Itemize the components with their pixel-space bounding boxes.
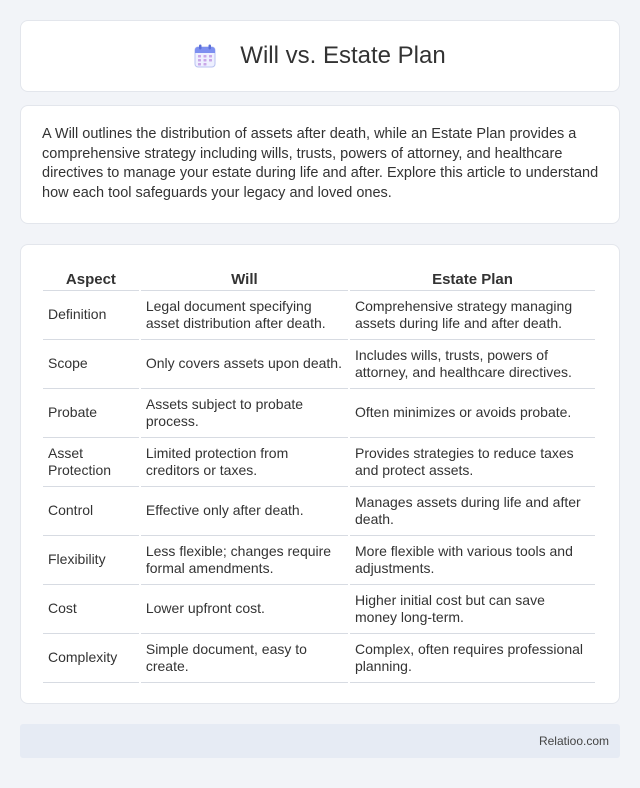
title-card [20,20,620,92]
will-cell: Assets subject to probate process. [141,389,348,438]
table-row [43,389,595,438]
aspect-cell: Definition [43,291,139,340]
calendar-icon [194,44,216,68]
table-row [43,585,595,634]
aspect-cell: Flexibility [43,536,139,585]
estate-plan-cell: Provides strategies to reduce taxes and protect assets. [350,438,595,487]
aspect-cell: Asset Protection [43,438,139,487]
header-aspect: Aspect [43,265,139,291]
table-row [43,291,595,340]
will-cell: Lower upfront cost. [141,585,348,634]
aspect-cell: Control [43,487,139,536]
aspect-cell: Probate [43,389,139,438]
table-row [43,634,595,683]
will-cell: Limited protection from creditors or taxes. [141,438,348,487]
will-cell: Simple document, easy to create. [141,634,348,683]
table-row [43,487,595,536]
table-row [43,438,595,487]
aspect-cell: Cost [43,585,139,634]
footer-brand: Relatioo.com [538,734,609,748]
table-row [43,536,595,585]
will-cell: Only covers assets upon death. [141,340,348,389]
intro-card [20,105,620,224]
estate-plan-cell: Complex, often requires professional planning. [350,634,595,683]
will-cell: Less flexible; changes require formal amendments. [141,536,348,585]
aspect-cell: Scope [43,340,139,389]
will-cell: Legal document specifying asset distribution after death. [141,291,348,340]
estate-plan-cell: Higher initial cost but can save money long-term. [350,585,595,634]
page-title: Will vs. Estate Plan [240,42,446,69]
footer [20,724,620,758]
header-estate-plan: Estate Plan [350,265,595,291]
table-row [43,340,595,389]
comparison-card [20,244,620,704]
header-will: Will [141,265,348,291]
intro-text: A Will outlines the distribution of assets after death, while an Estate Plan provides a comprehensive strategy including wills, trusts, powers of attorney, and healthcare directives to manage your estate during life and after. Explore this article to understand how each tool safeguards your legacy and loved ones. [42,126,599,201]
will-cell: Effective only after death. [141,487,348,536]
estate-plan-cell: Manages assets during life and after death. [350,487,595,536]
table-header-row [43,265,595,291]
estate-plan-cell: Often minimizes or avoids probate. [350,389,595,438]
estate-plan-cell: More flexible with various tools and adjustments. [350,536,595,585]
comparison-table [41,265,597,683]
estate-plan-cell: Comprehensive strategy managing assets during life and after death. [350,291,595,340]
estate-plan-cell: Includes wills, trusts, powers of attorney, and healthcare directives. [350,340,595,389]
aspect-cell: Complexity [43,634,139,683]
